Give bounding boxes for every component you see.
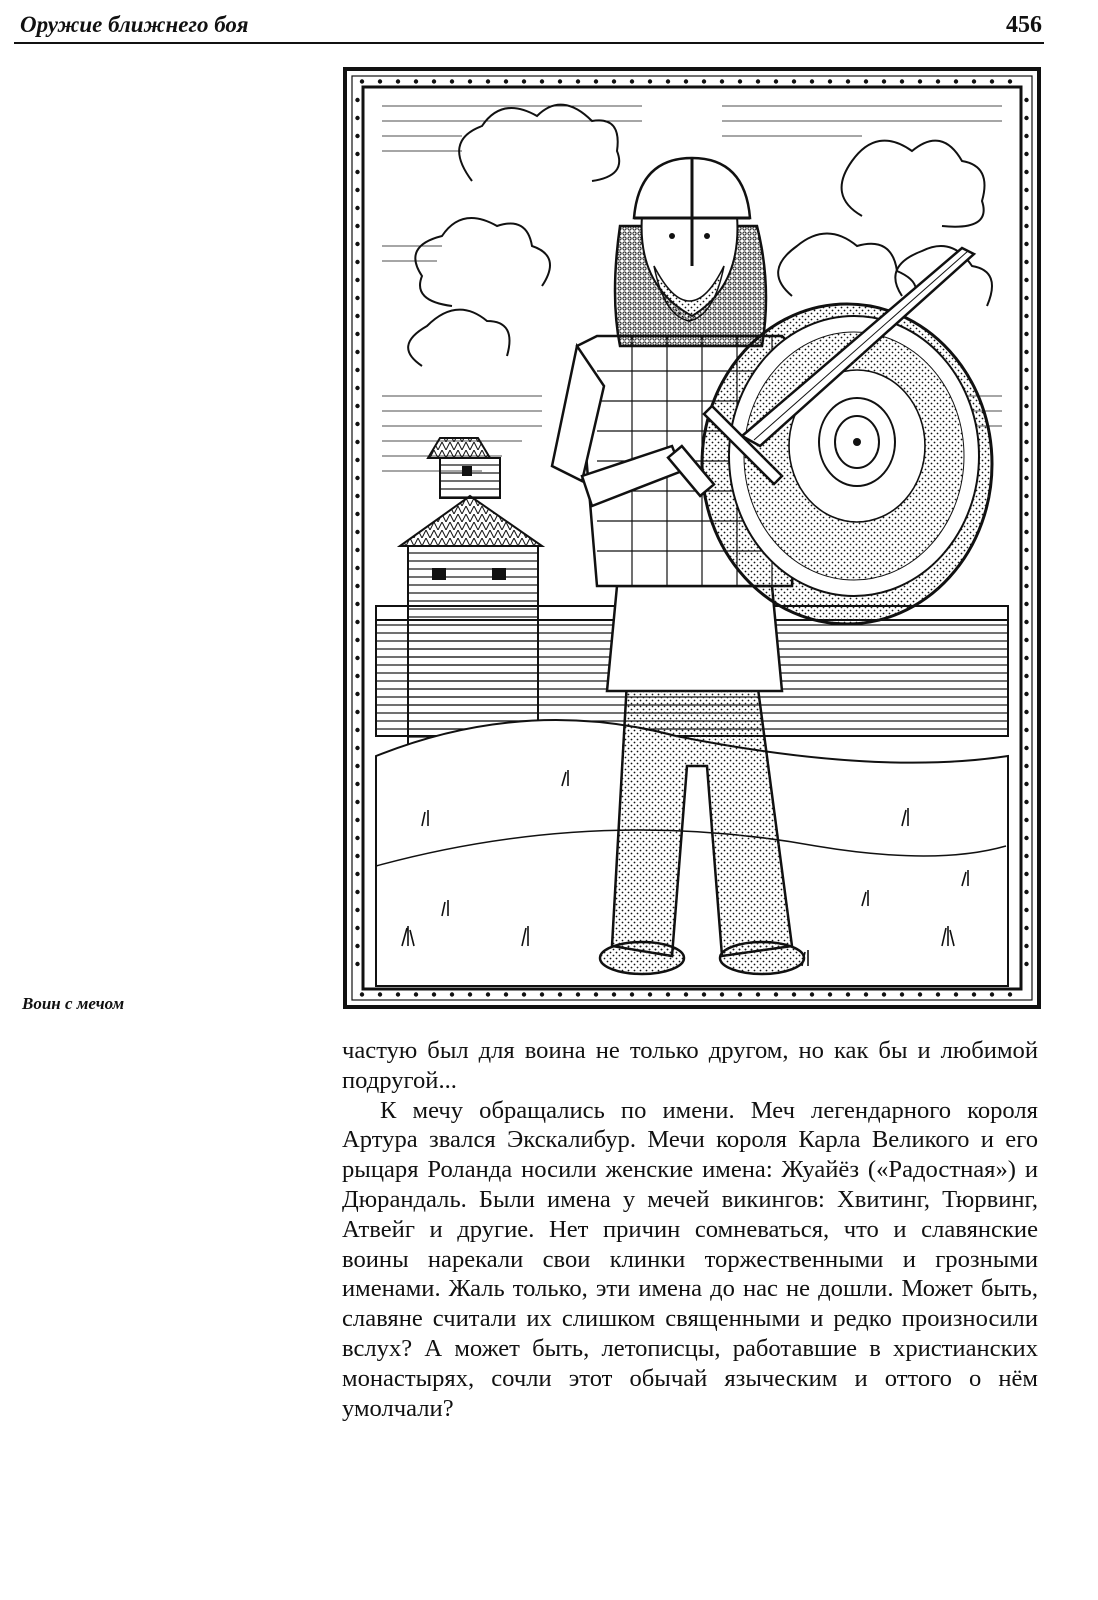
frame-dot xyxy=(355,188,359,192)
frame-dot xyxy=(355,548,359,552)
frame-dot xyxy=(576,79,580,83)
frame-dot xyxy=(1024,764,1028,768)
frame-dot xyxy=(355,314,359,318)
frame-dot xyxy=(355,170,359,174)
frame-dot xyxy=(1024,818,1028,822)
frame-dot xyxy=(954,79,958,83)
frame-dot xyxy=(355,656,359,660)
frame-dot xyxy=(450,992,454,996)
illustration-svg xyxy=(342,66,1042,1010)
frame-dot xyxy=(666,992,670,996)
frame-dot xyxy=(355,764,359,768)
frame-dot xyxy=(702,992,706,996)
figure-caption: Воин с мечом xyxy=(22,994,125,1013)
frame-dot xyxy=(1024,800,1028,804)
frame-dot xyxy=(378,79,382,83)
frame-dot xyxy=(1024,944,1028,948)
frame-dot xyxy=(355,206,359,210)
frame-dot xyxy=(702,79,706,83)
frame-dot xyxy=(355,710,359,714)
frame-dot xyxy=(355,782,359,786)
frame-dot xyxy=(1024,386,1028,390)
frame-dot xyxy=(414,79,418,83)
frame-dot xyxy=(864,79,868,83)
frame-dot xyxy=(594,79,598,83)
frame-dot xyxy=(1024,170,1028,174)
frame-dot xyxy=(774,79,778,83)
frame-dot xyxy=(612,79,616,83)
frame-dot xyxy=(355,260,359,264)
frame-dot xyxy=(355,224,359,228)
frame-dot xyxy=(882,79,886,83)
frame-dot xyxy=(1024,566,1028,570)
frame-dot xyxy=(522,992,526,996)
frame-dot xyxy=(1024,602,1028,606)
frame-dot xyxy=(355,620,359,624)
frame-dot xyxy=(504,992,508,996)
frame-dot xyxy=(648,992,652,996)
page-number: 456 xyxy=(1006,12,1042,38)
frame-dot xyxy=(1024,782,1028,786)
frame-dot xyxy=(990,992,994,996)
frame-dot xyxy=(612,992,616,996)
frame-dot xyxy=(1024,584,1028,588)
frame-dot xyxy=(355,386,359,390)
frame-dot xyxy=(792,79,796,83)
frame-dot xyxy=(1024,116,1028,120)
frame-dot xyxy=(355,962,359,966)
frame-dot xyxy=(1008,992,1012,996)
frame-dot xyxy=(648,79,652,83)
frame-dot xyxy=(355,350,359,354)
frame-dot xyxy=(918,992,922,996)
frame-dot xyxy=(1024,872,1028,876)
frame-dot xyxy=(540,79,544,83)
frame-dot xyxy=(355,854,359,858)
frame-dot xyxy=(355,800,359,804)
frame-dot xyxy=(360,992,364,996)
frame-dot xyxy=(1024,656,1028,660)
frame-dot xyxy=(355,926,359,930)
frame-dot xyxy=(864,992,868,996)
frame-dot xyxy=(355,116,359,120)
frame-dot xyxy=(972,79,976,83)
frame-dot xyxy=(355,728,359,732)
frame-dot xyxy=(360,79,364,83)
frame-dot xyxy=(355,512,359,516)
frame-dot xyxy=(900,79,904,83)
frame-dot xyxy=(486,992,490,996)
frame-dot xyxy=(355,332,359,336)
frame-dot xyxy=(594,992,598,996)
frame-dot xyxy=(355,638,359,642)
frame-dot xyxy=(720,79,724,83)
frame-dot xyxy=(355,278,359,282)
frame-dot xyxy=(1024,692,1028,696)
warrior-illustration xyxy=(342,66,1042,1010)
frame-dot xyxy=(792,992,796,996)
frame-dot xyxy=(1024,476,1028,480)
frame-dot xyxy=(846,79,850,83)
frame-dot xyxy=(355,530,359,534)
paragraph-sword-names: К мечу обращались по имени. Меч легендарного короля Артура звался Экскалибур. Мечи короля Карла Великого и его рыцаря Роланда носили женские имена: Жуайёз («Радостная») и Дюрандаль. Были имена у мечей викингов: Хвитинг, Тюрвинг, Атвейг и другие. Нет причин сомневаться, что и славянские воины нарекали свои клинки торжественными и грозными именами. Жаль только, эти имена до нас не дошли. Может быть, славяне считали их слишком священными и редко произносили вслух? А может быть, летописцы, работавшие в христианских монастырях, сочли этот обычай языческим и оттого о нём умолчали? xyxy=(342,1096,1038,1422)
frame-dot xyxy=(666,79,670,83)
paragraph-continuation: частую был для воина не только другом, но как бы и любимой подругой... xyxy=(342,1037,1038,1094)
frame-dot xyxy=(684,79,688,83)
frame-dot xyxy=(1024,512,1028,516)
frame-dot xyxy=(1024,350,1028,354)
frame-dot xyxy=(1024,404,1028,408)
frame-dot xyxy=(355,152,359,156)
frame-dot xyxy=(355,746,359,750)
frame-dot xyxy=(1024,458,1028,462)
frame-dot xyxy=(355,890,359,894)
frame-dot xyxy=(738,992,742,996)
frame-dot xyxy=(432,992,436,996)
frame-dot xyxy=(1024,548,1028,552)
header-title: Оружие ближнего боя xyxy=(20,12,249,37)
frame-dot xyxy=(1008,79,1012,83)
frame-dot xyxy=(1024,728,1028,732)
frame-dot xyxy=(355,458,359,462)
frame-dot xyxy=(1024,134,1028,138)
frame-dot xyxy=(355,566,359,570)
frame-dot xyxy=(1024,674,1028,678)
frame-dot xyxy=(1024,836,1028,840)
frame-dot xyxy=(558,992,562,996)
frame-dot xyxy=(1024,188,1028,192)
frame-dot xyxy=(1024,530,1028,534)
frame-dot xyxy=(936,79,940,83)
frame-dot xyxy=(396,79,400,83)
frame-dot xyxy=(756,992,760,996)
frame-dot xyxy=(900,992,904,996)
frame-dot xyxy=(684,992,688,996)
frame-dot xyxy=(355,134,359,138)
frame-dot xyxy=(882,992,886,996)
frame-dot xyxy=(414,992,418,996)
frame-dot xyxy=(1024,854,1028,858)
frame-dot xyxy=(355,422,359,426)
frame-dot xyxy=(1024,260,1028,264)
frame-dot xyxy=(1024,440,1028,444)
frame-dot xyxy=(1024,890,1028,894)
frame-dot xyxy=(355,404,359,408)
frame-dot xyxy=(486,79,490,83)
frame-dot xyxy=(918,79,922,83)
frame-dot xyxy=(810,79,814,83)
frame-dot xyxy=(1024,710,1028,714)
frame-dot xyxy=(355,674,359,678)
frame-dot xyxy=(355,476,359,480)
frame-dot xyxy=(1024,278,1028,282)
frame-dot xyxy=(1024,368,1028,372)
frame-dot xyxy=(540,992,544,996)
frame-dot xyxy=(522,79,526,83)
frame-dot xyxy=(355,584,359,588)
frame-dot xyxy=(355,908,359,912)
frame-dot xyxy=(1024,98,1028,102)
frame-dot xyxy=(355,368,359,372)
frame-dot xyxy=(1024,746,1028,750)
frame-dot xyxy=(468,79,472,83)
frame-dot xyxy=(396,992,400,996)
frame-dot xyxy=(630,992,634,996)
frame-dot xyxy=(378,992,382,996)
frame-dot xyxy=(355,242,359,246)
running-header xyxy=(14,10,1044,44)
frame-dot xyxy=(774,992,778,996)
frame-dot xyxy=(1024,314,1028,318)
frame-dot xyxy=(355,440,359,444)
frame-dot xyxy=(972,992,976,996)
frame-dot xyxy=(954,992,958,996)
frame-dot xyxy=(990,79,994,83)
frame-dot xyxy=(1024,422,1028,426)
frame-dot xyxy=(1024,224,1028,228)
frame-dot xyxy=(1024,494,1028,498)
frame-dot xyxy=(355,944,359,948)
frame-dot xyxy=(1024,638,1028,642)
frame-dot xyxy=(936,992,940,996)
frame-dot xyxy=(810,992,814,996)
frame-dot xyxy=(450,79,454,83)
frame-dot xyxy=(1024,296,1028,300)
frame-dot xyxy=(432,79,436,83)
frame-dot xyxy=(1024,332,1028,336)
frame-dot xyxy=(828,992,832,996)
frame-dot xyxy=(846,992,850,996)
frame-dot xyxy=(355,98,359,102)
frame-dot xyxy=(558,79,562,83)
frame-dot xyxy=(468,992,472,996)
frame-dot xyxy=(355,872,359,876)
frame-dot xyxy=(1024,206,1028,210)
frame-dot xyxy=(1024,242,1028,246)
frame-dot xyxy=(1024,620,1028,624)
frame-dot xyxy=(355,494,359,498)
frame-dot xyxy=(828,79,832,83)
frame-dot xyxy=(1024,152,1028,156)
frame-dot xyxy=(630,79,634,83)
frame-dot xyxy=(355,602,359,606)
frame-dot xyxy=(1024,926,1028,930)
frame-dot xyxy=(1024,962,1028,966)
frame-dot xyxy=(355,296,359,300)
body-text xyxy=(342,1036,1038,1423)
frame-dot xyxy=(720,992,724,996)
frame-dot xyxy=(355,836,359,840)
frame-dot xyxy=(1024,908,1028,912)
frame-dot xyxy=(756,79,760,83)
frame-dot xyxy=(355,818,359,822)
frame-dot xyxy=(504,79,508,83)
frame-dot xyxy=(738,79,742,83)
frame-dot xyxy=(576,992,580,996)
frame-dot xyxy=(355,692,359,696)
